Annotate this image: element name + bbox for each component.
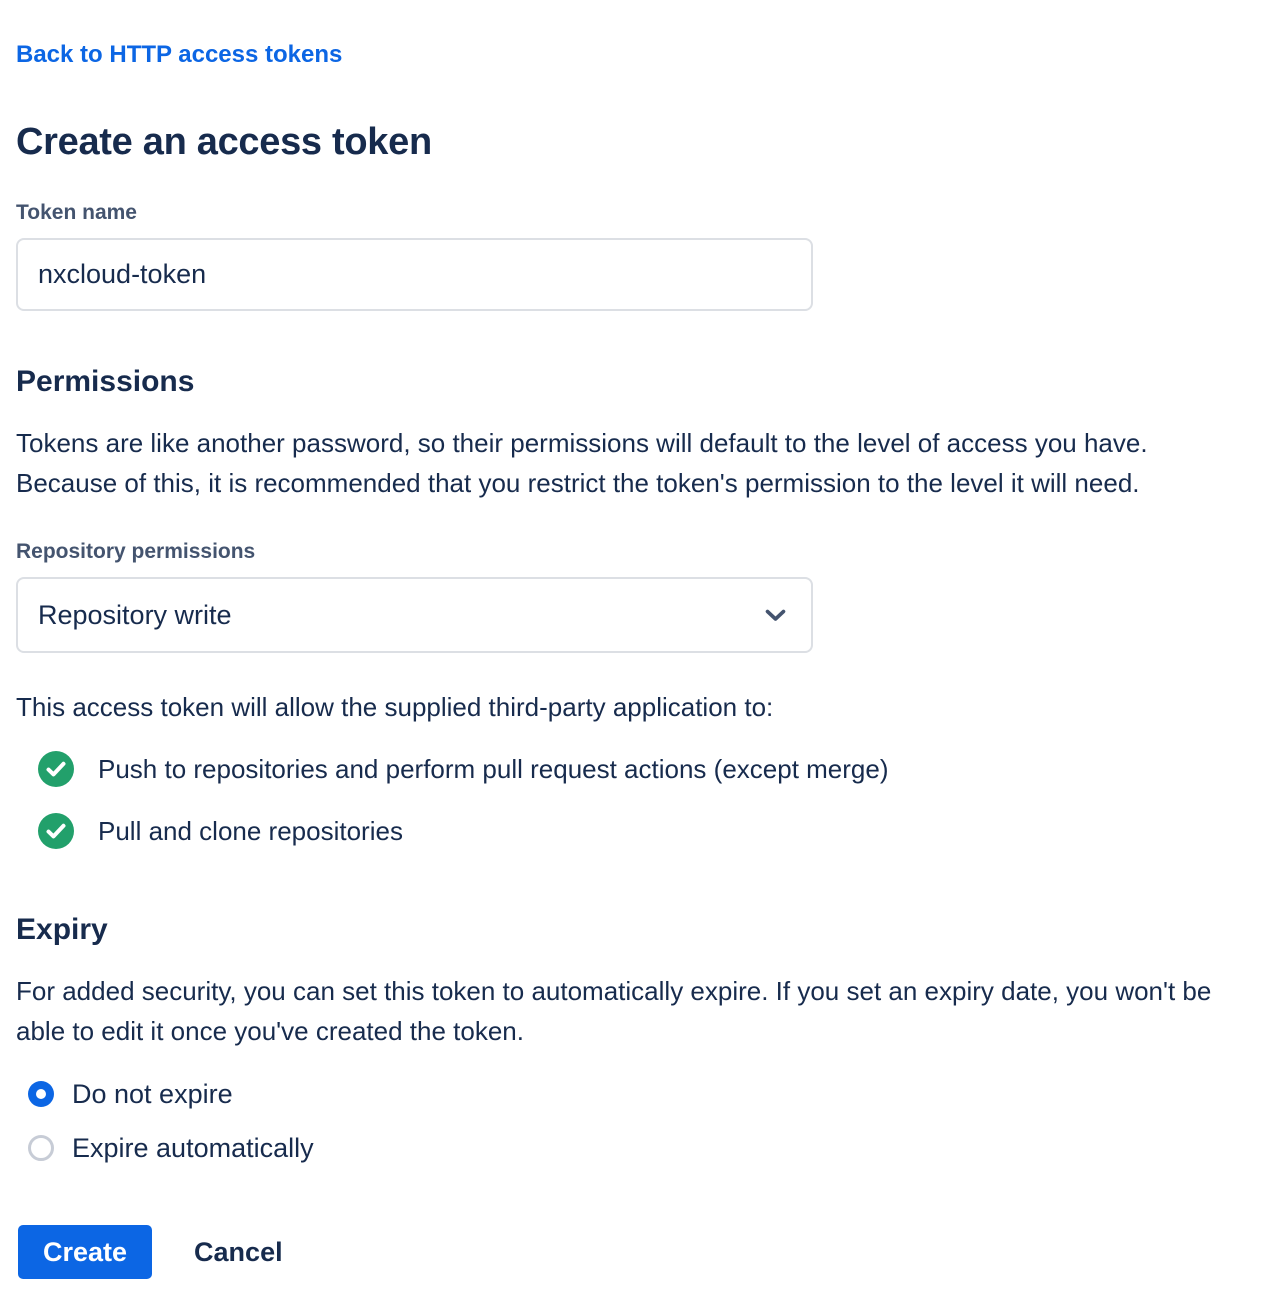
form-actions	[18, 1225, 1242, 1279]
radio-label: Do not expire	[72, 1079, 233, 1109]
repository-permissions-label: Repository permissions	[16, 540, 256, 563]
check-circle-icon	[38, 813, 74, 849]
expiry-description: For added security, you can set this token to automatically expire. If you set an expiry date, you won't be able to edit it once you've created the token.	[16, 976, 1212, 1046]
back-to-http-access-tokens-link[interactable]: Back to HTTP access tokens	[16, 41, 343, 68]
token-name-label: Token name	[16, 201, 137, 224]
repository-permissions-selected-value: Repository write	[38, 599, 232, 630]
capability-text: Push to repositories and perform pull request actions (except merge)	[98, 754, 889, 784]
permissions-description: Tokens are like another password, so their permissions will default to the level of access you have. Because of this, it is recommended that you restrict the token's permission to the level it will need.	[16, 428, 1148, 498]
expiry-heading: Expiry	[16, 913, 108, 946]
capability-item	[38, 813, 1242, 849]
cancel-button[interactable]: Cancel	[194, 1236, 283, 1267]
expiry-radio-group	[16, 1077, 1242, 1165]
radio-option-expire-automatically[interactable]	[28, 1131, 1242, 1165]
radio-selected-icon[interactable]	[28, 1081, 54, 1107]
capability-item	[38, 751, 1242, 787]
radio-label: Expire automatically	[72, 1133, 314, 1163]
chevron-down-icon	[764, 608, 787, 623]
repository-permissions-select[interactable]	[16, 577, 813, 653]
token-name-input[interactable]	[16, 238, 813, 311]
capability-text: Pull and clone repositories	[98, 816, 403, 846]
create-button[interactable]: Create	[18, 1225, 152, 1279]
token-allow-intro: This access token will allow the supplied third-party application to:	[16, 692, 774, 722]
check-circle-icon	[38, 751, 74, 787]
page-title: Create an access token	[16, 121, 432, 163]
radio-option-do-not-expire[interactable]	[28, 1077, 1242, 1111]
permissions-heading: Permissions	[16, 365, 195, 398]
radio-unselected-icon[interactable]	[28, 1135, 54, 1161]
capability-list	[16, 751, 1242, 849]
